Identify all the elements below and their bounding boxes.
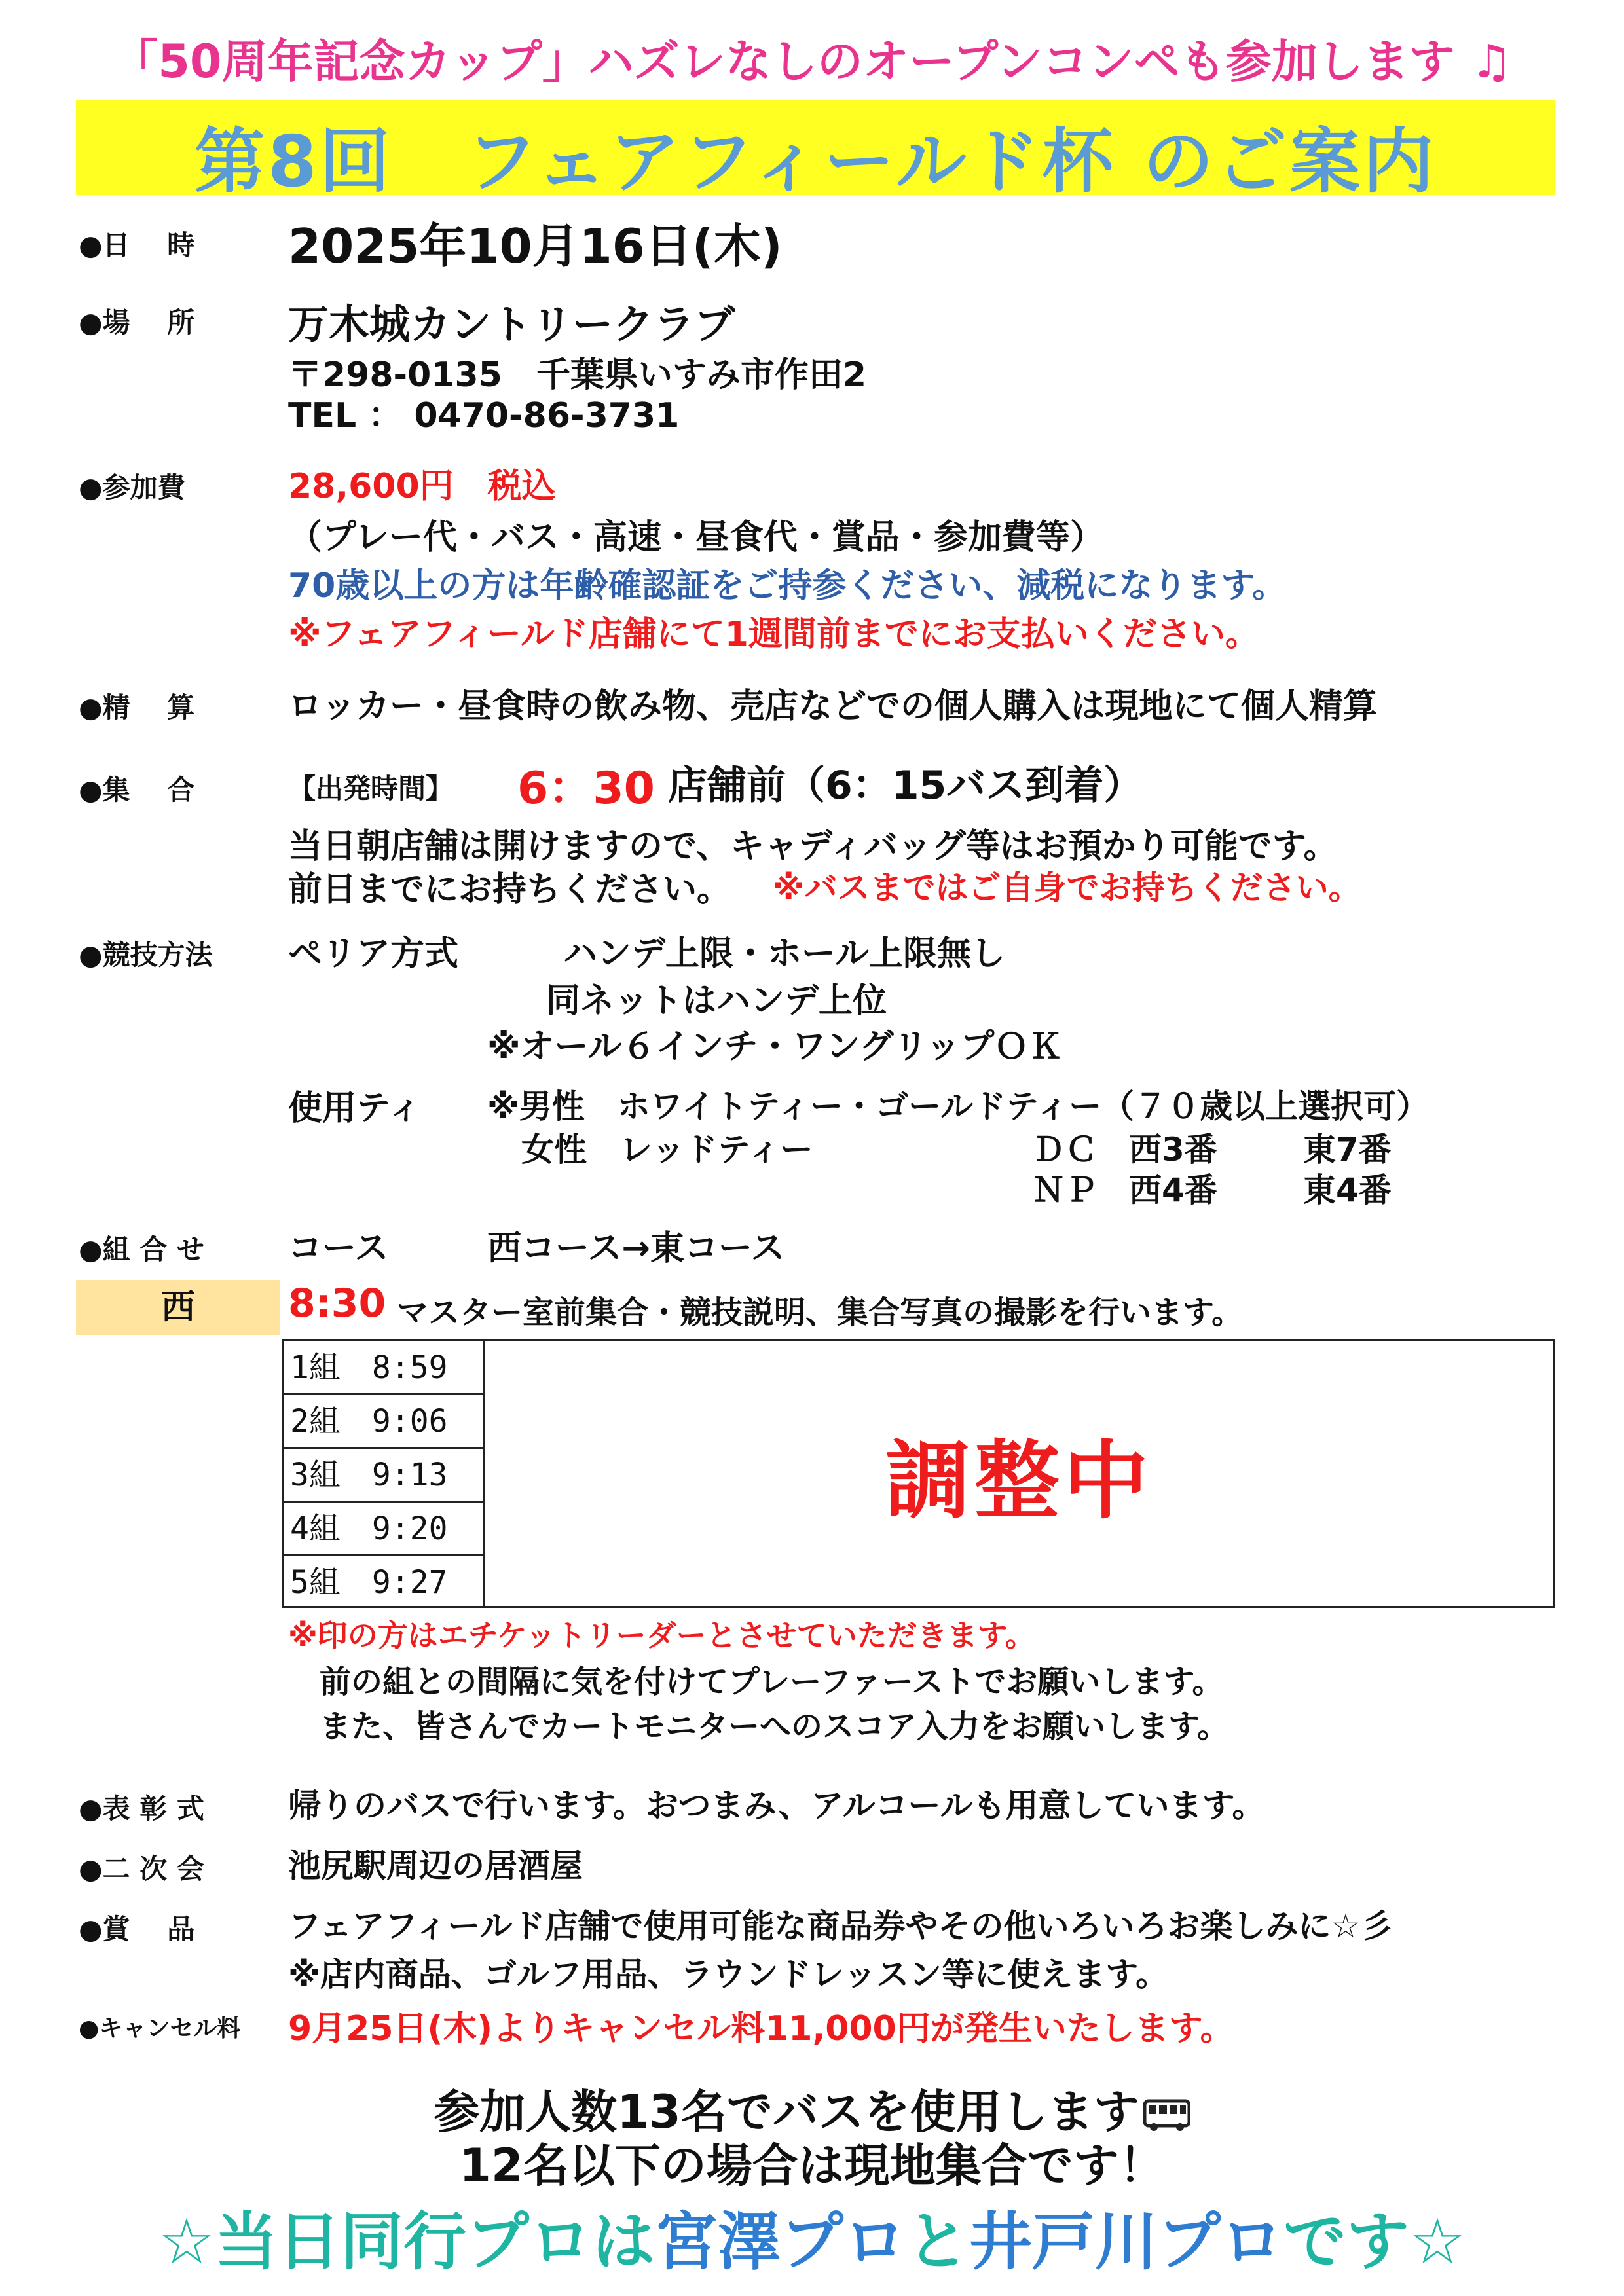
group-table [282, 1339, 1555, 1608]
cart-monitor-note: また、皆さんでカートモニターへのスコア入力をお願いします。 [320, 1708, 1229, 1745]
cancel-text: 9月25日(木)よりキャンセル料11,000円が発生いたします。 [288, 2009, 1234, 2049]
closing-pre: ☆当日同行プロは [158, 2205, 655, 2278]
np-east: 東4番 [1303, 1171, 1392, 1209]
bus-icon [1143, 2098, 1190, 2132]
meeting-label: ●集 合 [79, 774, 195, 806]
pairing-status: 調整中 [885, 1430, 1153, 1531]
settlement-text: ロッカー・昼食時の飲み物、売店などでの個人購入は現地にて個人精算 [288, 687, 1377, 726]
tee-label: 使用ティ [288, 1089, 422, 1128]
prizes-label: ●賞 品 [79, 1913, 195, 1945]
bus-note-1-text: 参加人数13名でバスを使用します [434, 2085, 1139, 2139]
bus-note-2: 12名以下の場合は現地集合です！ [459, 2139, 1165, 2193]
venue-tel: TEL ： 0470-86-3731 [288, 396, 680, 435]
ceremony-text: 帰りのバスで行います。おつまみ、アルコールも用意しています。 [288, 1787, 1265, 1825]
group-row-1: 1組 8:59 [284, 1341, 485, 1395]
cancel-label: ●キャンセル料 [79, 2015, 241, 2042]
fee-senior-note: 70歳以上の方は年齢確認証をご持参ください、減税になります。 [288, 566, 1287, 606]
fee-amount: 28,600円 税込 [288, 467, 556, 506]
closing-mid: と [906, 2205, 969, 2278]
np-label: ＮＰ [1032, 1171, 1098, 1209]
meeting-note-1: 当日朝店舗は開けますので、キャディバッグ等はお預かり可能です。 [288, 827, 1338, 866]
depart-place: 店舗前（6：15バス到着） [668, 763, 1143, 809]
fee-payment-note: ※フェアフィールド店舗にて1週間前までにお支払いください。 [288, 615, 1259, 654]
group-row-4: 4組 9:20 [284, 1503, 485, 1556]
tagline: 「50周年記念カップ」ハズレなしのオープンコンペも参加します ♫ [112, 35, 1512, 88]
dc-label: ＤＣ [1032, 1131, 1098, 1169]
course-route: 西コース→東コース [487, 1229, 785, 1268]
play-fast-note: 前の組との間隔に気を付けてプレーファーストでお願いします。 [320, 1664, 1224, 1700]
competition-handicap: ハンデ上限・ホール上限無し [563, 934, 1005, 974]
venue-name: 万木城カントリークラブ [288, 301, 735, 348]
pro-name-1: 宮澤プロ [655, 2205, 906, 2278]
competition-rule: ※オール６インチ・ワングリップＯＫ [487, 1027, 1063, 1066]
group-row-5: 5組 9:27 [284, 1556, 485, 1606]
prizes-text-2: ※店内商品、ゴルフ用品、ラウンドレッスン等に使えます。 [288, 1956, 1169, 1994]
group-row-2: 2組 9:06 [284, 1395, 485, 1449]
depart-time: 6：30 [517, 763, 655, 814]
dc-west: 西3番 [1129, 1131, 1217, 1169]
ceremony-label: ●表 彰 式 [79, 1793, 204, 1825]
date-label: ●日 時 [79, 229, 195, 261]
venue-label: ●場 所 [79, 306, 195, 338]
west-course-label: 西 [76, 1280, 280, 1335]
competition-label: ●競技方法 [79, 939, 213, 971]
fee-includes: （プレー代・バス・高速・昼食代・賞品・参加費等） [288, 518, 1104, 557]
group-row-3: 3組 9:13 [284, 1449, 485, 1503]
meeting-note-3: ※バスまではご自身でお持ちください。 [773, 869, 1361, 907]
assembly-text: マスター室前集合・競技説明、集合写真の撮影を行います。 [397, 1294, 1244, 1331]
closing-line [0, 2192, 1624, 2282]
tee-women: 女性 レッドティー [521, 1131, 813, 1169]
settlement-label: ●精 算 [79, 691, 195, 723]
venue-address: 〒298-0135 千葉県いすみ市作田2 [288, 355, 867, 395]
meeting-note-2: 前日までにお持ちください。 [288, 870, 731, 909]
competition-tie: 同ネットはハンデ上位 [546, 981, 887, 1021]
dc-east: 東7番 [1303, 1131, 1392, 1169]
pro-name-2: 井戸川プロ [969, 2205, 1283, 2278]
assembly-time: 8:30 [288, 1281, 386, 1326]
closing-post: です☆ [1283, 2205, 1466, 2278]
fee-label: ●参加費 [79, 471, 185, 503]
np-west: 西4番 [1129, 1171, 1217, 1209]
pairing-label: ●組 合 せ [79, 1233, 204, 1266]
etiquette-note: ※印の方はエチケットリーダーとさせていただきます。 [288, 1618, 1035, 1653]
page-title: 第8回 フェアフィールド杯 のご案内 [194, 121, 1437, 203]
afterparty-text: 池尻駅周辺の居酒屋 [288, 1847, 583, 1885]
afterparty-label: ●二 次 会 [79, 1853, 204, 1885]
tee-men: ※男性 ホワイトティー・ゴールドティー（７０歳以上選択可） [487, 1087, 1430, 1125]
course-label: コース [288, 1229, 389, 1268]
depart-label: 【出発時間】 [288, 773, 454, 805]
date-value: 2025年10月16日(木) [288, 219, 783, 274]
prizes-text-1: フェアフィールド店舗で使用可能な商品券やその他いろいろお楽しみに☆彡 [288, 1907, 1393, 1945]
competition-format: ペリア方式 [288, 934, 459, 974]
